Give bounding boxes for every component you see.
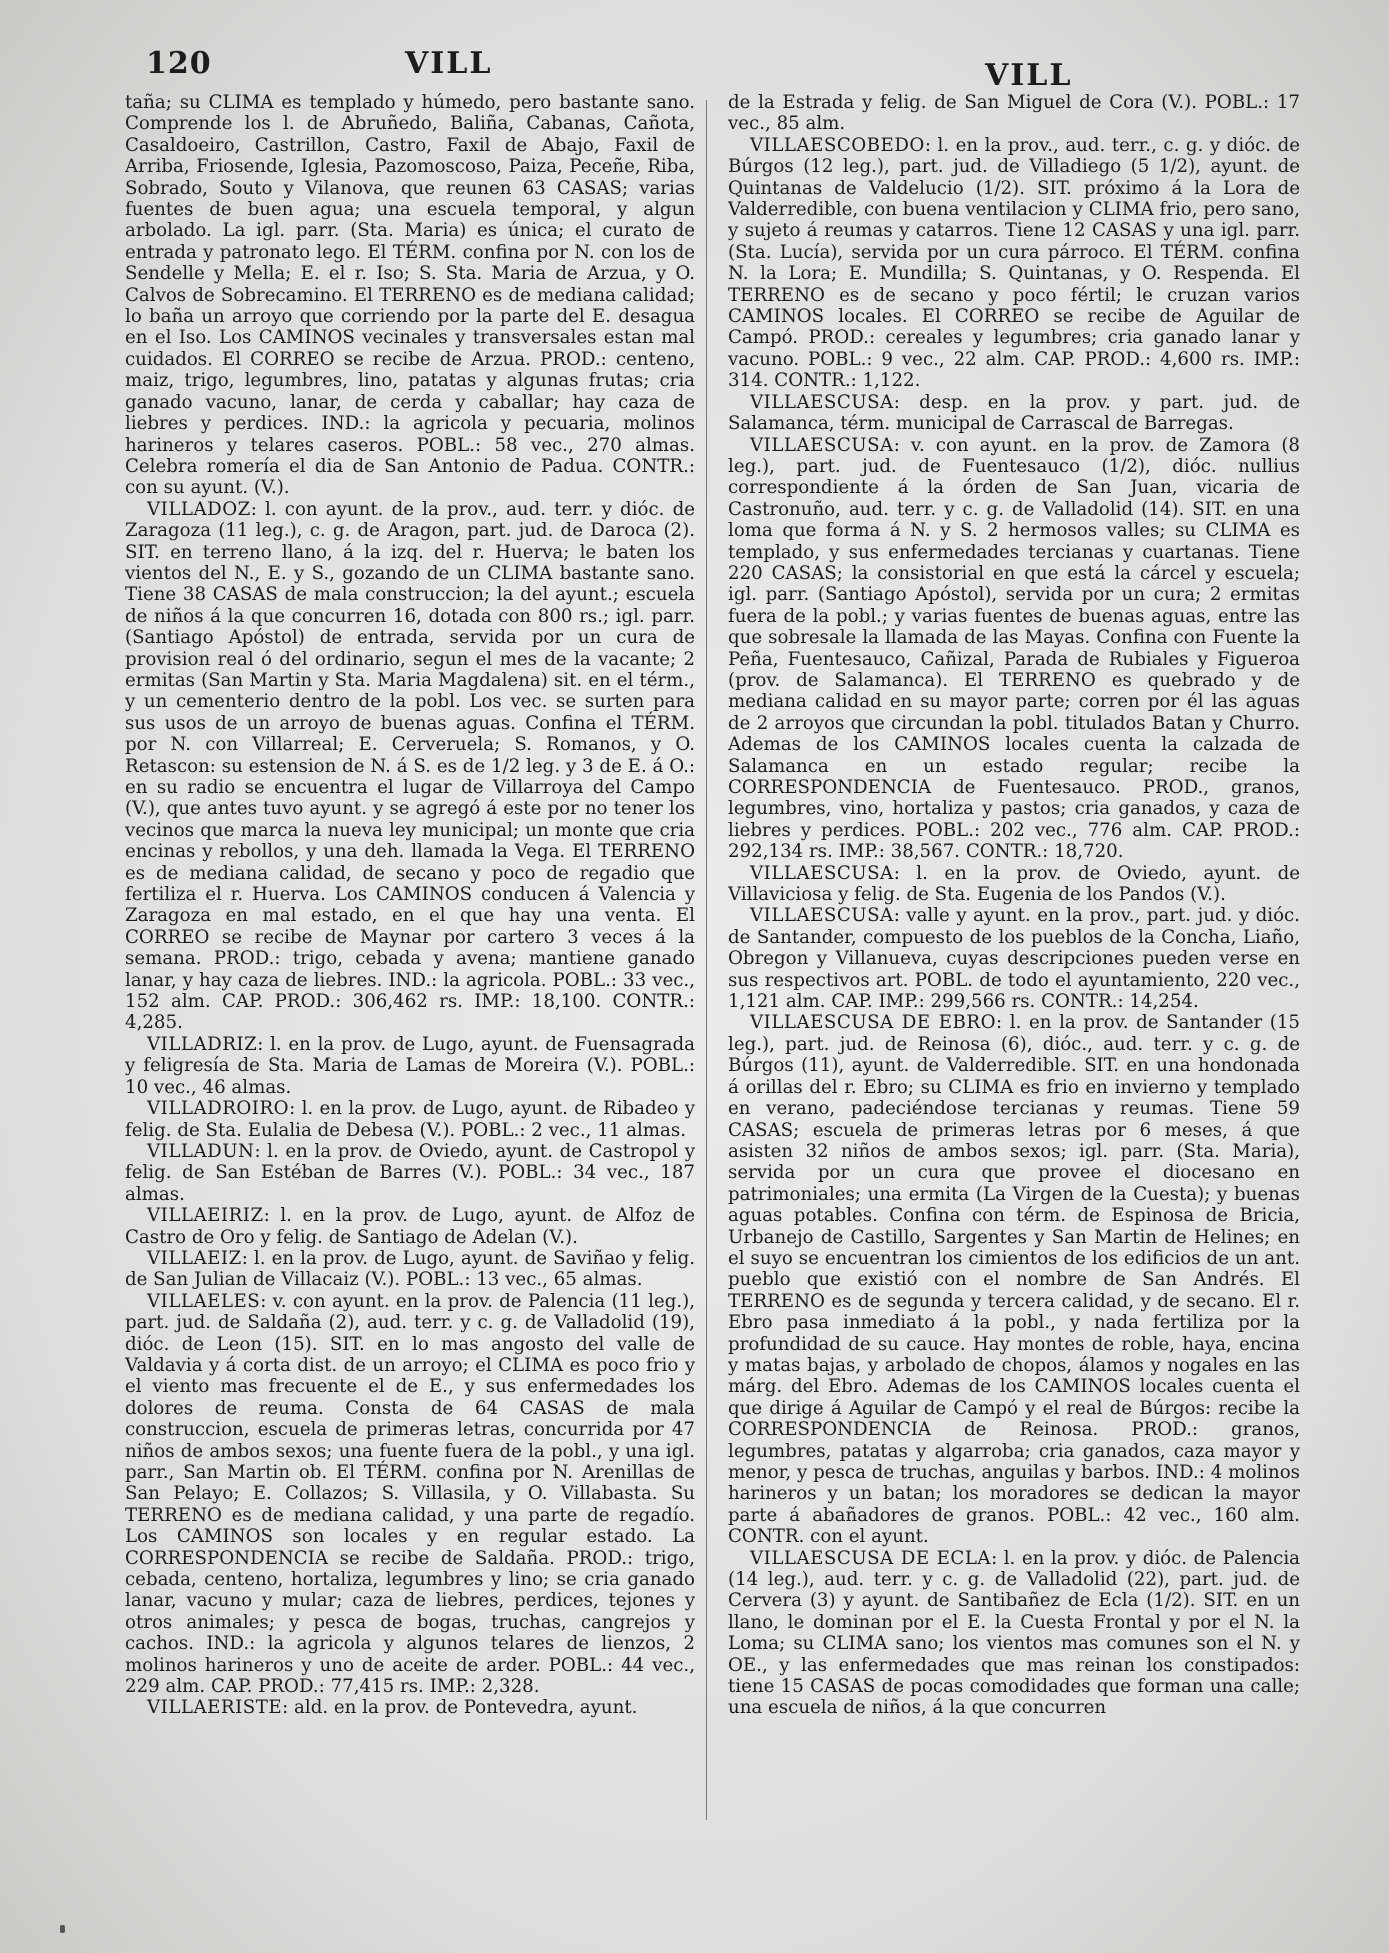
- entry-text: : l. en la prov. de Lugo, ayunt. de Ribadeo y felig. de Sta. Eulalia de Debesa (V.). POBL.: 2 vec., 11 almas.: [125, 1098, 695, 1141]
- entry-text: : l. en la prov. de Oviedo, ayunt. de Villaviciosa y felig. de Sta. Eugenia de los Pandos (V.).: [728, 862, 1300, 906]
- dictionary-entry: [125, 1098, 695, 1141]
- right-column: [728, 92, 1300, 1832]
- entry-text: : l. con ayunt. de la prov., aud. terr. y dióc. de Zaragoza (11 leg.), c. g. de Aragon, part. jud. de Daroca (2). SIT. en terreno llano, á la izq. del r. Huerva; le baten los vientos del N., E. y S., gozando de un CLIMA bastante sano. Tiene 38 CASAS de mala construccion; la del ayunt.; escuela de niños á la que concurren 16, dotada con 800 rs.; igl. parr. (Santiago Apóstol) de entrada, servida por un cura de provision real ó del ordinario, segun el mes de la vacante; 2 ermitas (San Martin y Sta. Maria Magdalena) sit. en el térm., y un cementerio dentro de la pobl. Los vec. se surten para sus usos de un arroyo de buenas aguas. Confina el TÉRM. por N. con Villarreal; E. Cerveruela; S. Romanos, y O. Retascon: su estension de N. á S. es de 1/2 leg. y 3 de E. á O.: en su radio se encuentra el lugar de Villarroya del Campo (V.), que antes tuvo ayunt. y se agregó á este por no tener los vecinos que marca la nueva ley municipal; un monte que cria encinas y rebollos, y una deh. llamada la Vega. El TERRENO es de mediana calidad, de secano y poco de regadio que fertiliza el r. Huerva. Los CAMINOS conducen á Valencia y Zaragoza en mal estado, en el que hay una venta. El CORREO se recibe de Maynar por cartero 3 veces á la semana. PROD.: trigo, cebada y avena; mantiene ganado lanar, y hay caza de liebres. IND.: la agricola. POBL.: 33 vec., 152 alm. CAP. PROD.: 306,462 rs. IMP.: 18,100. CONTR.: 4,285.: [125, 498, 695, 1034]
- dictionary-entry: [728, 863, 1300, 906]
- page-header: [0, 38, 1389, 98]
- entry-text: : l. en la prov. de Santander (15 leg.), part. jud. de Reinosa (6), dióc., aud. terr. y c. g. de Búrgos (11), ayunt. de Valderredible. SIT. en una hondonada á orillas del r. Ebro; su CLIMA es frio en invierno y templado en verano, padeciéndose tercianas y reumas. Tiene 59 CASAS; escuela de primeras letras por 6 meses, á que asisten 32 niños de ambos sexos; igl. parr. (Sta. Maria), servida por un cura que provee el diocesano en patrimoniales; una ermita (La Virgen de la Cuesta); y buenas aguas potables. Confina con térm. de Espinosa de Bricia, Urbanejo de Castillo, Sargentes y San Martin de Helines; en el suyo se encuentran los cimientos de los edificios de un ant. pueblo que existió con el nombre de San Andrés. El TERRENO es de segunda y tercera calidad, y de secano. El r. Ebro pasa inmediato á la pobl., y nada fertiliza por la profundidad de su cauce. Hay montes de roble, haya, encina y matas bajas, y arbolado de chopos, álamos y nogales en las márg. del Ebro. Ademas de los CAMINOS locales cuenta el que dirige á Aguilar de Campó y el real de Búrgos: recibe la CORRESPONDENCIA de Reinosa. PROD.: granos, legumbres, patatas y algarroba; cria ganados, caza mayor y menor, y pesca de truchas, anguilas y barbos. IND.: 4 molinos harineros y un batan; los moradores se dedican la mayor parte á abañadores de granos. POBL.: 42 vec., 160 alm. CONTR. con el ayunt.: [728, 1012, 1300, 1548]
- dictionary-entry: [125, 1248, 695, 1291]
- entry-text: : l. en la prov. de Lugo, ayunt. de Saviñao y felig. de San Julian de Villacaiz (V.). POBL.: 13 vec., 65 almas.: [125, 1247, 695, 1291]
- entry-headword: VILLAEIRIZ: [147, 1205, 264, 1227]
- dictionary-entry: [728, 905, 1300, 1012]
- page-number: 120: [146, 46, 212, 81]
- entry-text: de la Estrada y felig. de San Miguel de Cora (V.). POBL.: 17 vec., 85 alm.: [728, 92, 1300, 135]
- entry-text: : l. en la prov. de Lugo, ayunt. de Fuensagrada y feligresía de Sta. Maria de Lamas de Moreira (V.). POBL.: 10 vec., 46 almas.: [125, 1033, 695, 1098]
- dictionary-entry: [728, 1548, 1300, 1719]
- entry-headword: VILLAESCUSA: [750, 905, 894, 927]
- entry-headword: VILLADUN: [147, 1140, 255, 1162]
- entry-text: : l. en la prov., aud. terr., c. g. y dióc. de Búrgos (12 leg.), part. jud. de Villadiego (5 1/2), ayunt. de Quintanas de Valdelucio (1/2). SIT. próximo á la Lora de Valderredible, con buena ventilacion y CLIMA frio, pero sano, y sujeto á reumas y catarros. Tiene 12 CASAS y una igl. parr. (Sta. Lucía), servida por un cura párroco. El TÉRM. confina N. la Lora; E. Mundilla; S. Quintanas, y O. Respenda. El TERRENO es de secano y poco fértil; le cruzan varios CAMINOS locales. El CORREO se recibe de Aguilar de Campó. PROD.: cereales y legumbres; cria ganado lanar y vacuno. POBL.: 9 vec., 22 alm. CAP. PROD.: 4,600 rs. IMP.: 314. CONTR.: 1,122.: [728, 134, 1300, 392]
- running-head-right: VILL: [985, 58, 1073, 93]
- dictionary-entry: [125, 1697, 695, 1718]
- entry-headword: VILLAELES: [147, 1290, 261, 1312]
- entry-headword: VILLAESCOBEDO: [750, 134, 925, 156]
- dictionary-entry: [125, 92, 695, 499]
- entry-headword: VILLAESCUSA: [750, 434, 894, 456]
- entry-headword: VILLAEIZ: [147, 1247, 242, 1269]
- entry-headword: VILLAERISTE: [147, 1697, 283, 1719]
- dictionary-entry: [125, 1141, 695, 1205]
- entry-text: taña; su CLIMA es templado y húmedo, pero bastante sano. Comprende los l. de Abruñedo, Baliña, Cabanas, Cañota, Casaldoeiro, Castrillon, Castro, Faxil de Abajo, Faxil de Arriba, Friosende, Iglesia, Pazomoscoso, Paiza, Peceñe, Riba, Sobrado, Souto y Vilanova, que reunen 63 CASAS; varias fuentes de buen agua; una escuela temporal, y algun arbolado. La igl. parr. (Sta. Maria) es única; el curato de entrada y patronato lego. El TÉRM. confina por N. con los de Sendelle y Mella; E. el r. Iso; S. Sta. Maria de Arzua, y O. Calvos de Sobrecamino. El TERRENO es de mediana calidad; lo baña un arroyo que corriendo por la parte del E. desagua en el Iso. Los CAMINOS vecinales y transversales estan mal cuidados. El CORREO se recibe de Arzua. PROD.: centeno, maiz, trigo, legumbres, lino, patatas y algunas frutas; cria ganado vacuno, lanar, de cerda y caballar; hay caza de liebres y perdices. IND.: la agricola y pecuaria, molinos harineros y telares caseros. POBL.: 58 vec., 270 almas. Celebra romería el dia de San Antonio de Padua. CONTR.: con su ayunt. (V.).: [125, 92, 695, 499]
- entry-headword: VILLAESCUSA DE EBRO: [750, 1012, 997, 1034]
- running-head-left: VILL: [405, 46, 493, 81]
- entry-headword: VILLADRIZ: [147, 1033, 258, 1055]
- entry-headword: VILLAESCUSA DE ECLA: [750, 1547, 992, 1569]
- dictionary-entry: [728, 392, 1300, 435]
- entry-text: : ald. en la prov. de Pontevedra, ayunt.: [282, 1697, 638, 1719]
- entry-headword: VILLADROIRO: [147, 1098, 290, 1120]
- entry-text: : desp. en la prov. y part. jud. de Salamanca, térm. municipal de Carrascal de Barregas.: [728, 391, 1300, 435]
- entry-text: : l. en la prov. de Oviedo, ayunt. de Castropol y felig. de San Estéban de Barres (V.). POBL.: 34 vec., 187 almas.: [125, 1140, 695, 1205]
- entry-text: : l. en la prov. y dióc. de Palencia (14 leg.), aud. terr. y c. g. de Valladolid (22), part. jud. de Cervera (3) y ayunt. de Santibañez de Ecla (1/2). SIT. en un llano, le dominan por el E. la Cuesta Frontal y por el N. la Loma; su CLIMA sano; los vientos mas comunes son el N. y OE., y las enfermedades que mas reinan los constipados: tiene 15 CASAS de pocas comodidades que forman una calle; una escuela de niños, á la que concurren: [728, 1547, 1300, 1719]
- entry-headword: VILLAESCUSA: [750, 862, 894, 884]
- dictionary-entry: [728, 135, 1300, 392]
- dictionary-entry: [125, 1291, 695, 1698]
- dictionary-entry: [125, 1205, 695, 1248]
- column-divider: [706, 100, 707, 1820]
- dictionary-entry: [728, 1012, 1300, 1547]
- dictionary-entry: [125, 1034, 695, 1098]
- left-column: [125, 92, 695, 1832]
- entry-headword: VILLAESCUSA: [750, 391, 894, 413]
- entry-text: : v. con ayunt. en la prov. de Palencia (11 leg.), part. jud. de Saldaña (2), aud. terr. y c. g. de Valladolid (19), dióc. de Leon (15). SIT. en lo mas angosto del valle de Valdavia y á corta dist. de un arroyo; el CLIMA es poco frio y el viento mas frecuente el de E., y sus enfermedades los dolores de reuma. Consta de 64 CASAS de mala construccion, escuela de primeras letras, concurrida por 47 niños de ambos sexos; una fuente fuera de la pobl., y una igl. parr., San Martin ob. El TÉRM. confina por N. Arenillas de San Pelayo; E. Collazos; S. Villasila, y O. Villabasta. Su TERRENO es de mediana calidad, y una parte de regadío. Los CAMINOS son locales y en regular estado. La CORRESPONDENCIA se recibe de Saldaña. PROD.: trigo, cebada, centeno, hortaliza, legumbres y lino; se cria ganado lanar, vacuno y mular; caza de liebres, perdices, tejones y otros animales; y pesca de bogas, truchas, cangrejos y cachos. IND.: la agricola y algunos telares de lienzos, 2 molinos harineros y uno de aceite de arder. POBL.: 44 vec., 229 alm. CAP. PROD.: 77,415 rs. IMP.: 2,328.: [125, 1290, 695, 1698]
- dictionary-entry: [728, 92, 1300, 135]
- entry-text: : v. con ayunt. en la prov. de Zamora (8 leg.), part. jud. de Fuentesauco (1/2), dióc. nullius correspondiente á la órden de San Juan, vicaria de Castronuño, aud. terr. y c. g. de Valladolid (14). SIT. en una loma que forma á N. y S. 2 hermosos valles; su CLIMA es templado, y sus enfermedades tercianas y cuartanas. Tiene 220 CASAS; la consistorial en que está la cárcel y escuela; igl. parr. (Santiago Apóstol), servida por un cura; 2 ermitas fuera de la pobl.; y varias fuentes de buenas aguas, entre las que sobresale la llamada de las Mayas. Confina con Fuente la Peña, Fuentesauco, Cañizal, Parada de Rubiales y Figueroa (prov. de Salamanca). El TERRENO es quebrado y de mediana calidad en su mayor parte; corren por él las aguas de 2 arroyos que circundan la pobl. titulados Batan y Churro. Ademas de los CAMINOS locales cuenta la calzada de Salamanca en un estado regular; recibe la CORRESPONDENCIA de Fuentesauco. PROD., granos, legumbres, vino, hortaliza y pastos; cria ganados, y caza de liebres y perdices. POBL.: 202 vec., 776 alm. CAP. PROD.: 292,134 rs. IMP.: 38,567. CONTR.: 18,720.: [728, 434, 1300, 863]
- dictionary-entry: [728, 435, 1300, 863]
- page-mark: [60, 1925, 65, 1933]
- entry-headword: VILLADOZ: [147, 498, 251, 520]
- dictionary-entry: [125, 499, 695, 1034]
- entry-text: : l. en la prov. de Lugo, ayunt. de Alfoz de Castro de Oro y felig. de Santiago de Adelan (V.).: [125, 1205, 695, 1248]
- entry-text: : valle y ayunt. en la prov., part. jud. y dióc. de Santander, compuesto de los pueblos de la Concha, Liaño, Obregon y Villanueva, cuyas descripciones pueden verse en sus respectivos art. POBL. de todo el ayuntamiento, 220 vec., 1,121 alm. CAP. IMP.: 299,566 rs. CONTR.: 14,254.: [728, 905, 1300, 1013]
